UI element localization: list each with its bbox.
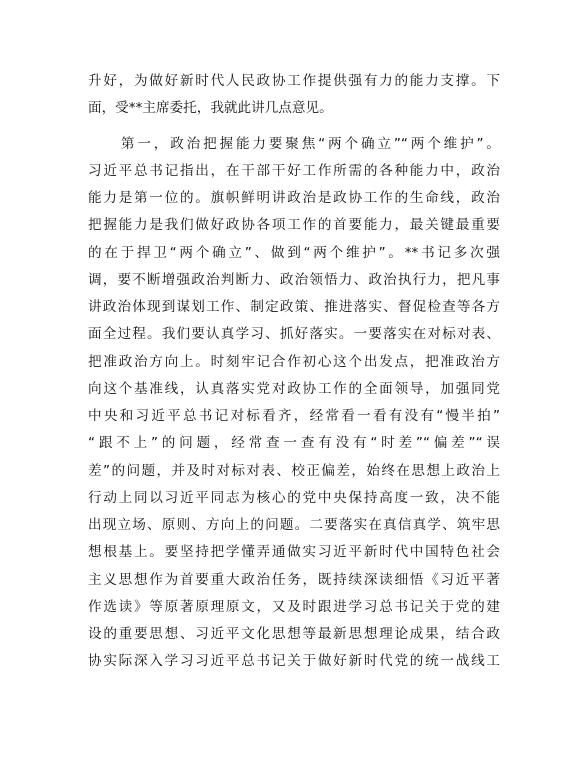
text-line-10: 面全过程。我们要认真学习、抓好落实。一要落实在对标对表、: [88, 326, 500, 343]
text-line-14: “跟不上”的问题，经常查一查有没有“时差”“偏差”“误: [88, 435, 500, 452]
paragraph-gap: [88, 123, 500, 131]
text-line-2: 面，受**主席委托，我就此讲几点意见。: [88, 100, 333, 117]
text-line-20: 作选读》等原著原理原文，又及时跟进学习总书记关于党的建: [88, 598, 500, 615]
text-line-19: 主义思想作为首要重大政治任务，既持续深读细悟《习近平著: [88, 571, 500, 588]
text-line-4: 习近平总书记指出，在干部干好工作所需的各种能力中，政治: [88, 162, 500, 179]
text-line-18: 想根基上。要坚持把学懂弄通做实习近平新时代中国特色社会: [88, 544, 500, 561]
text-line-17: 出现立场、原则、方向上的问题。二要落实在真信真学、筑牢思: [88, 517, 500, 533]
text-line-12: 向这个基准线，认真落实党对政协工作的全面领导，加强同党: [88, 380, 500, 397]
document-page: [88, 68, 500, 676]
text-line-1: 升好，为做好新时代人民政协工作提供强有力的能力支撑。下: [88, 73, 500, 89]
text-line-3: 第一，政治把握能力要聚焦“两个确立”“两个维护”。: [88, 135, 500, 152]
text-line-9: 讲政治体现到谋划工作、制定政策、推进落实、督促检查等各方: [88, 299, 500, 315]
text-line-16: 行动上同以习近平同志为核心的党中央保持高度一致，决不能: [88, 489, 500, 506]
text-line-7: 的在于捍卫“两个确立”、做到“两个维护”。**书记多次强: [88, 244, 500, 261]
text-line-5: 能力是第一位的。旗帜鲜明讲政治是政协工作的生命线，政治: [88, 190, 500, 206]
text-line-21: 设的重要思想、习近平文化思想等最新思想理论成果，结合政: [88, 626, 500, 642]
text-line-11: 把准政治方向上。时刻牢记合作初心这个出发点，把准政治方: [88, 353, 500, 370]
text-line-15: 差”的问题，并及时对标对表、校正偏差，始终在思想上政治上: [88, 462, 500, 479]
text-line-22: 协实际深入学习习近平总书记关于做好新时代党的统一战线工: [88, 653, 500, 670]
text-line-13: 中央和习近平总书记对标看齐，经常看一看有没有“慢半拍”: [88, 408, 500, 424]
text-line-6: 把握能力是我们做好政协各项工作的首要能力，最关键最重要: [88, 217, 500, 234]
text-line-8: 调，要不断增强政治判断力、政治领悟力、政治执行力，把凡事: [88, 271, 500, 288]
